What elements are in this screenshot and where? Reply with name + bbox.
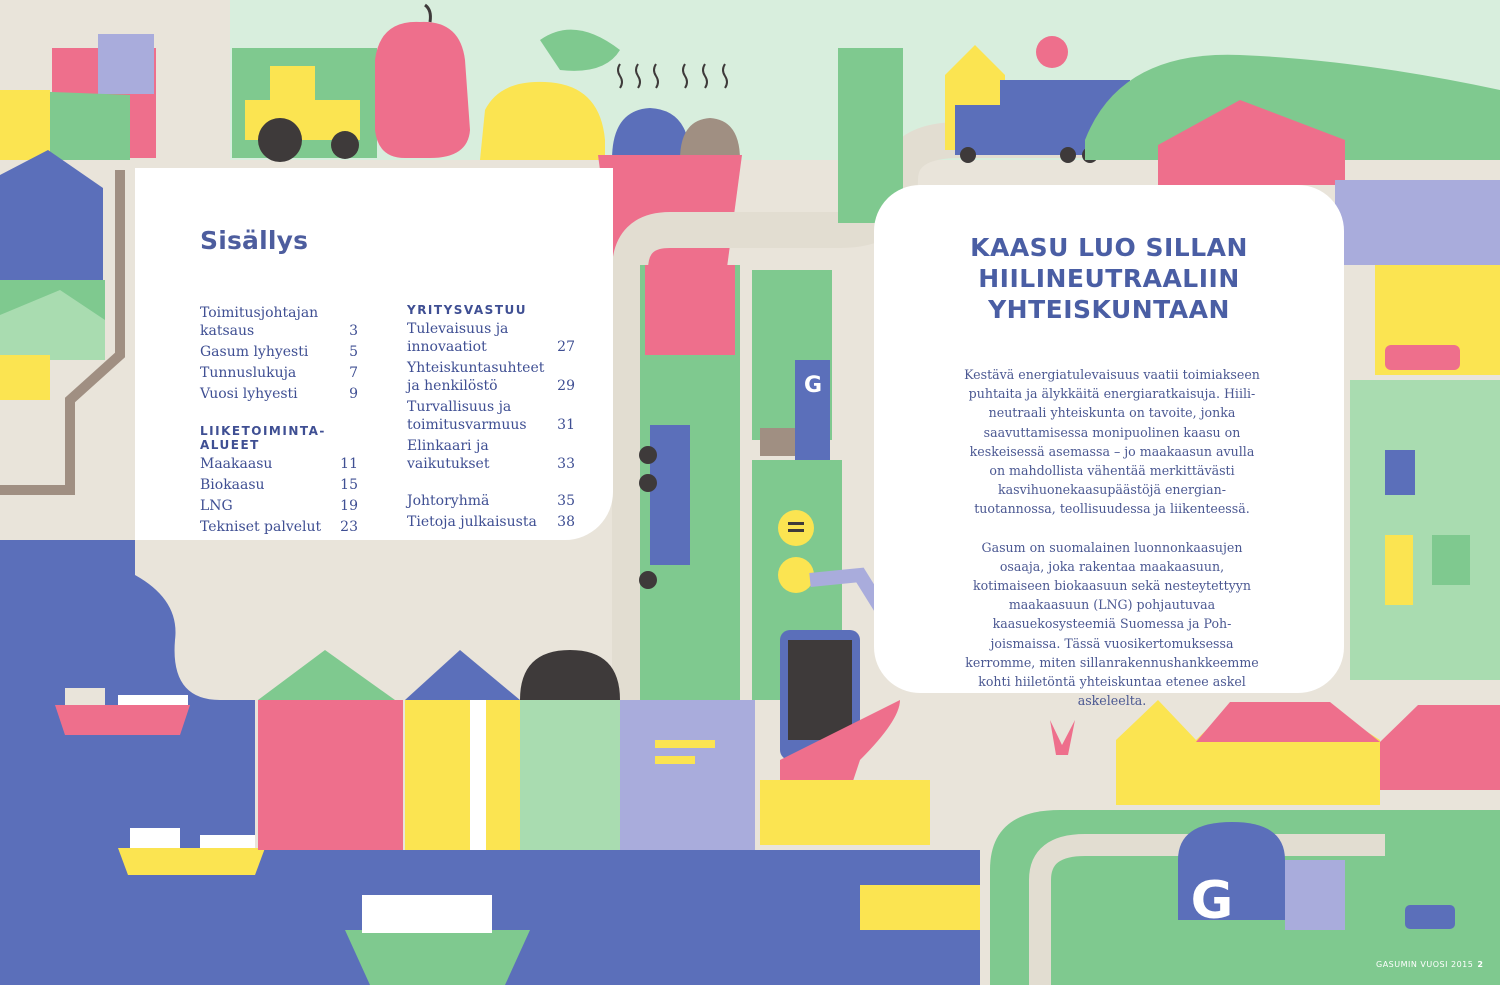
toc-item[interactable]: Gasum lyhyesti 5: [200, 344, 358, 360]
toc-item[interactable]: Tulevaisuus ja innovaatiot 27: [407, 321, 575, 355]
toc-item[interactable]: Tunnuslukuja 7: [200, 365, 358, 381]
toc-item[interactable]: Elinkaari ja vaikutukset 33: [407, 438, 575, 472]
toc-section-heading: YRITYSVASTUU: [407, 303, 527, 317]
toc-item[interactable]: Maakaasu 11: [200, 456, 358, 472]
ship-yellow: [118, 848, 265, 875]
toc-column-right: [407, 303, 575, 534]
apple: [375, 22, 470, 158]
toc-item[interactable]: Biokaasu 15: [200, 477, 358, 493]
toc-item[interactable]: Johtoryhmä 35: [407, 493, 575, 509]
ship-pink: [55, 705, 190, 735]
intro-paragraph: Kestävä energiatulevaisuus vaatii toimiakseen puhtaita ja älykkäitä energiaratkaisuja. Hiilineutraali yhteiskunta on tavoite, jonka saavuttamisessa monipuolinen kaasu on keskeisessä asemassa – jo maakaasun avulla on mahdollista vähentää merkittävästi kasvihuonekaasupäästöjä energiantuotannossa, teollisuudessa ja liikenteessä.: [964, 367, 1260, 517]
g-logo-big-icon: G: [1190, 871, 1234, 931]
toc-item[interactable]: Tekniset palvelut 23: [200, 519, 358, 535]
contents-title: Sisällys: [200, 226, 309, 255]
ferry: [345, 930, 530, 985]
intro-body: [964, 365, 1260, 729]
footer-label: GASUMIN VUOSI 2015: [1376, 960, 1474, 969]
toc-section-heading: LIIKETOIMINTA-ALUEET: [200, 424, 326, 452]
page-number: 2: [1477, 960, 1484, 969]
sun-icon: [1036, 36, 1068, 68]
toc-item[interactable]: Toimitusjohtajan katsaus 3: [200, 305, 358, 339]
toc-item[interactable]: LNG 19: [200, 498, 358, 514]
toc-item[interactable]: Yhteiskuntasuhteet ja henkilöstö 29: [407, 360, 575, 394]
toc-item[interactable]: Turvallisuus ja toimitusvarmuus 31: [407, 399, 575, 433]
toc-item[interactable]: Vuosi lyhyesti 9: [200, 386, 358, 402]
toc-column-left: [200, 304, 358, 539]
intro-headline: KAASU LUO SILLAN HIILINEUTRAALIIN YHTEISKUNTAAN: [970, 233, 1248, 324]
g-logo-icon: G: [803, 373, 823, 398]
toc-item[interactable]: Tietoja julkaisusta 38: [407, 514, 575, 530]
intro-paragraph: Gasum on suomalainen luonnonkaasujen osaaja, joka rakentaa maakaasuun, kotimaiseen biokaasuun sekä nesteytettyyn maakaasuun (LNG) pohjautuvaa kaasuekosysteemiä Suomessa ja Pohjoismaissa. Tässä vuosikertomuksessa kerromme, miten sillanrakennushankkeemme kohti hiiletöntä yhteiskuntaa etenee askel askeleelta.: [965, 539, 1259, 709]
page-footer: [1376, 960, 1483, 969]
